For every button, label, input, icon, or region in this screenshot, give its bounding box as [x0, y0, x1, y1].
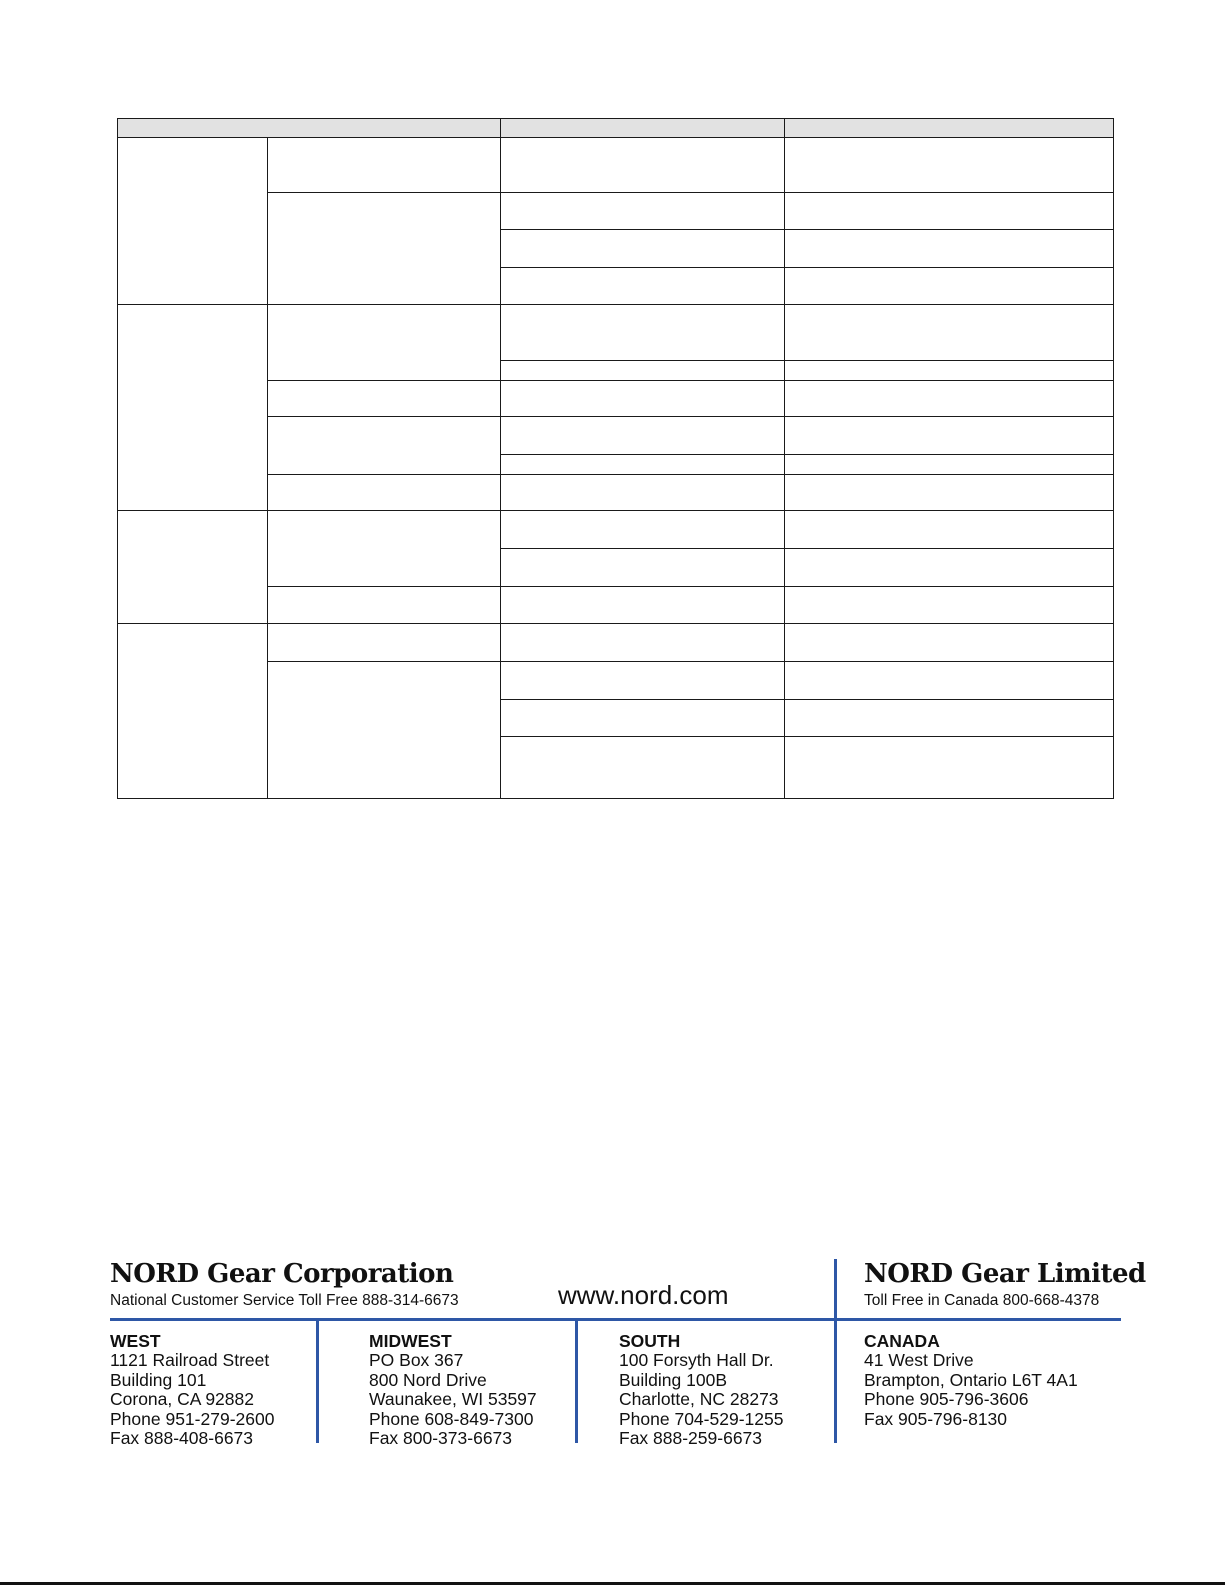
table-header-cell: [784, 118, 1114, 138]
table-cell: [500, 548, 785, 587]
table-cell: [267, 510, 501, 587]
table-header-cell: [500, 118, 785, 138]
table-cell: [500, 699, 785, 737]
website-link[interactable]: www.nord.com: [558, 1280, 729, 1310]
office-phone: Phone 905-796-3606: [864, 1389, 1029, 1410]
table-group-cell: [117, 623, 268, 799]
office-line: Charlotte, NC 28273: [619, 1389, 779, 1410]
office-west: [110, 1332, 274, 1448]
column-divider: [834, 1259, 837, 1443]
office-region: MIDWEST: [369, 1331, 452, 1351]
office-phone: Phone 704-529-1255: [619, 1408, 784, 1429]
table-group-cell: [117, 304, 268, 511]
table-cell: [500, 304, 785, 361]
office-region: WEST: [110, 1331, 161, 1351]
column-divider: [575, 1321, 578, 1443]
table-cell: [500, 454, 785, 475]
table-cell: [267, 623, 501, 662]
office-line: Building 101: [110, 1369, 207, 1390]
table-cell: [784, 510, 1114, 549]
office-south: [619, 1332, 783, 1448]
table-cell: [267, 474, 501, 511]
table-cell: [784, 474, 1114, 511]
table-cell: [267, 304, 501, 381]
table-cell: [500, 380, 785, 417]
office-line: 100 Forsyth Hall Dr.: [619, 1350, 774, 1371]
table-cell: [267, 661, 501, 799]
office-line: Corona, CA 92882: [110, 1389, 254, 1410]
table-cell: [784, 360, 1114, 381]
table-cell: [784, 267, 1114, 305]
table-group-cell: [117, 137, 268, 305]
table-cell: [500, 416, 785, 455]
table-cell: [784, 229, 1114, 268]
office-region: CANADA: [864, 1331, 940, 1351]
table-cell: [784, 137, 1114, 193]
table-cell: [784, 192, 1114, 230]
office-line: Brampton, Ontario L6T 4A1: [864, 1369, 1078, 1390]
table-cell: [500, 360, 785, 381]
table-cell: [784, 699, 1114, 737]
office-phone: Phone 951-279-2600: [110, 1408, 275, 1429]
limited-name: NORD Gear Limited: [864, 1259, 1146, 1289]
table-cell: [500, 623, 785, 662]
table-cell: [500, 661, 785, 700]
table-cell: [784, 661, 1114, 700]
column-divider: [316, 1321, 319, 1443]
office-fax: Fax 888-408-6673: [110, 1428, 254, 1449]
table-cell: [500, 586, 785, 624]
table-cell: [267, 192, 501, 305]
office-fax: Fax 888-259-6673: [619, 1428, 763, 1449]
table-header-cell: [117, 118, 501, 138]
table-cell: [500, 510, 785, 549]
table-cell: [784, 548, 1114, 587]
office-region: SOUTH: [619, 1331, 681, 1351]
table-cell: [500, 229, 785, 268]
office-midwest: [369, 1332, 537, 1448]
footer-divider: [110, 1318, 1121, 1321]
table-cell: [500, 736, 785, 799]
table-cell: [500, 192, 785, 230]
office-canada: [864, 1332, 1078, 1429]
table-cell: [784, 623, 1114, 662]
corporation-tagline: National Customer Service Toll Free 888-314-6673: [110, 1292, 459, 1309]
office-fax: Fax 905-796-8130: [864, 1408, 1008, 1429]
office-line: PO Box 367: [369, 1350, 464, 1371]
table-cell: [784, 736, 1114, 799]
table-cell: [500, 267, 785, 305]
table-cell: [267, 586, 501, 624]
table-cell: [784, 380, 1114, 417]
table-cell: [784, 304, 1114, 361]
office-line: Building 100B: [619, 1369, 727, 1390]
office-phone: Phone 608-849-7300: [369, 1408, 534, 1429]
office-line: 1121 Railroad Street: [110, 1350, 270, 1371]
table-cell: [500, 137, 785, 193]
table-cell: [500, 474, 785, 511]
office-line: 41 West Drive: [864, 1350, 974, 1371]
limited-tagline: Toll Free in Canada 800-668-4378: [864, 1292, 1100, 1309]
table-cell: [784, 586, 1114, 624]
office-fax: Fax 800-373-6673: [369, 1428, 513, 1449]
table-cell: [784, 454, 1114, 475]
table-group-cell: [117, 510, 268, 624]
table-cell: [784, 416, 1114, 455]
office-line: 800 Nord Drive: [369, 1369, 487, 1390]
corporation-name: NORD Gear Corporation: [110, 1259, 454, 1289]
table-cell: [267, 380, 501, 417]
table-cell: [267, 416, 501, 475]
table-cell: [267, 137, 501, 193]
office-line: Waunakee, WI 53597: [369, 1389, 537, 1410]
